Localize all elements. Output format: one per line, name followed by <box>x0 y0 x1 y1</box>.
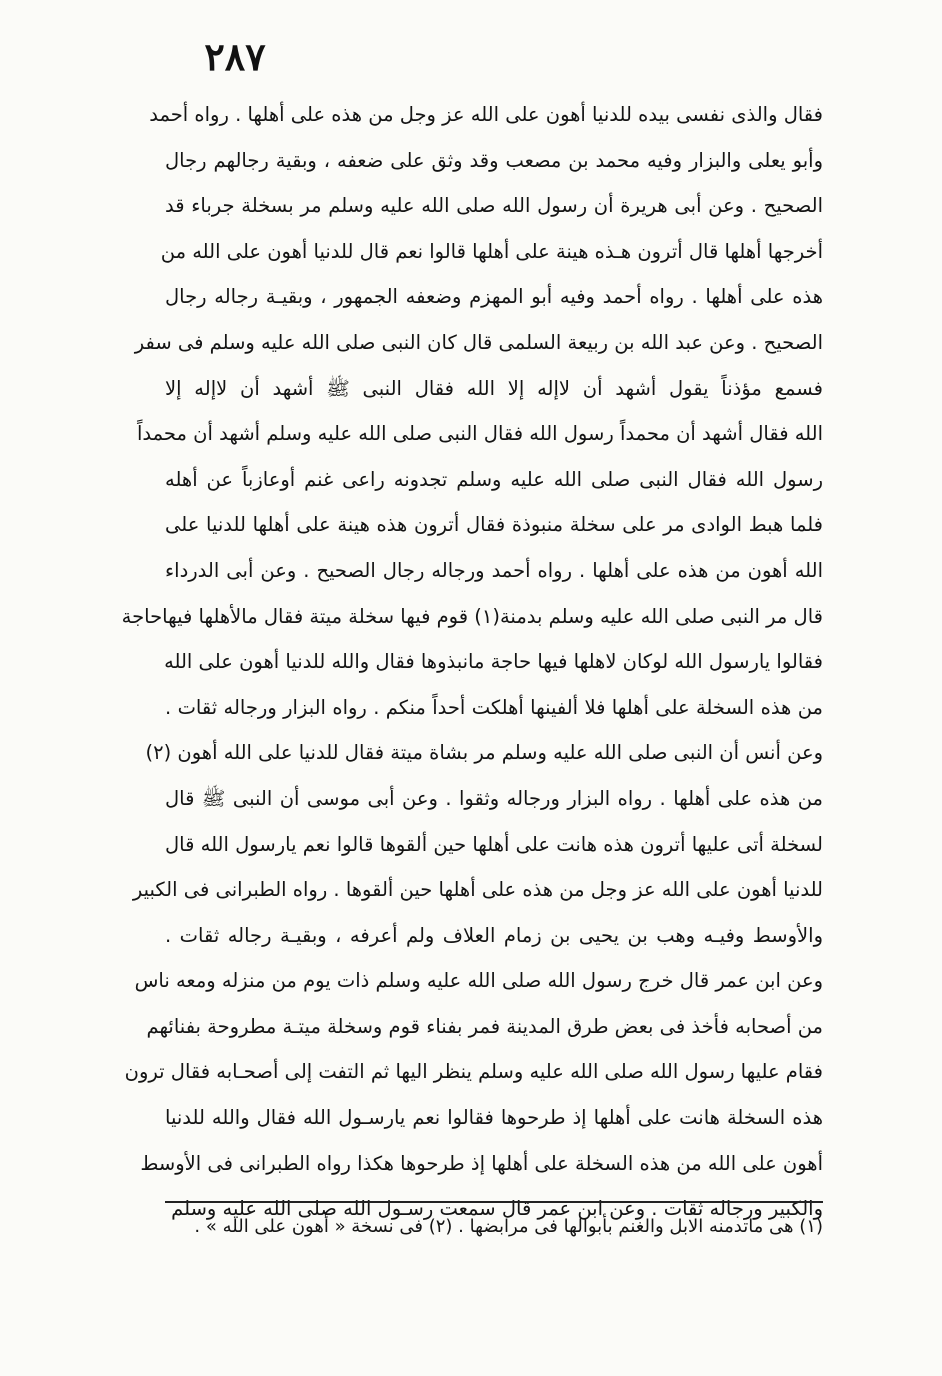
text-line: فلما هبط الوادى مر على سخلة منبوذة فقال أترون هذه هينة على أهلها للدنيا على <box>165 513 823 537</box>
text-line: الله أهون من هذه على أهلها . رواه أحمد ورجاله رجال الصحيح . وعن أبى الدرداء <box>165 558 823 582</box>
text-line: أهون على الله من هذه السخلة على أهلها إذ طرحوها هكذا رواه الطبرانى فى الأوسط <box>140 1151 823 1175</box>
text-line: من أصحابه فأخذ فى بعض طرق المدينة فمر بفناء قوم وسخلة ميتـة مطروحة بفنائهم <box>146 1014 823 1038</box>
text-line: من هذه على أهلها . رواه البزار ورجاله وثقوا . وعن أبى موسى أن النبى ﷺ قال <box>165 786 823 810</box>
text-line: والكبير ورجاله ثقات . وعن ابن عمر قال سمعت رسـول الله صلى الله عليه وسلم <box>171 1197 823 1221</box>
page-number: ٢٨٧ <box>204 34 266 79</box>
text-line: رسول الله فقال النبى صلى الله عليه وسلم تجدونه راعى غنم أوعازباً عن أهله <box>165 467 823 491</box>
text-line: فقام عليها رسول الله صلى الله عليه وسلم ينظر اليها ثم التفت إلى أصحـابه فقال ترون <box>124 1060 823 1084</box>
text-line: فقال والذى نفسى بيده للدنيا أهون على الله عز وجل من هذه على أهلها . رواه أحمد <box>149 103 823 126</box>
text-line: فسمع مؤذناً يقول أشهد أن لاإله إلا الله فقال النبى ﷺ أشهد أن لاإله إلا <box>165 376 823 400</box>
text-line: أخرجها أهلها قال أترون هـذه هينة على أهلها قالوا نعم قال للدنيا أهون على الله من <box>160 239 823 263</box>
text-line: من هذه السخلة على أهلها فلا ألفينها أهلكت أحداً منكم . رواه البزار ورجاله ثقات . <box>165 695 823 719</box>
text-line: هذه على أهلها . رواه أحمد وفيه أبو المهزم وضعفه الجمهور ، وبقيـة رجاله رجال <box>165 285 823 309</box>
text-line: الصحيح . وعن عبد الله بن ربيعة السلمى قال كان النبى صلى الله عليه وسلم فى سفر <box>134 330 823 354</box>
text-line: هذه السخلة هانت على أهلها إذ طرحوها فقالوا نعم يارسـول الله فقال والله للدنيا <box>165 1106 823 1130</box>
text-line: الله فقال أشهد أن محمداً رسول الله فقال النبى صلى الله عليه وسلم أشهد أن محمداً <box>137 422 823 446</box>
text-line: فقالوا يارسول الله لوكان لاهلها فيها حاجة مانبذوها فقال والله للدنيا أهون على الله <box>164 650 823 674</box>
text-line: قال مر النبى صلى الله عليه وسلم بدمنة(١) قوم فيها سخلة ميتة فقال مالأهلها فيهاحاجة <box>121 604 823 628</box>
footnote: (١) هى ماتدمنه الابل والغنم بأبوالها فى مرابضها . (٢) فى نسخة « أهون على الله » . <box>194 1216 823 1237</box>
text-line: الصحيح . وعن أبى هريرة أن رسول الله صلى الله عليه وسلم مر بسخلة جرباء قد <box>165 194 823 218</box>
text-line: للدنيا أهون على الله عز وجل من هذه على أهلها حين ألقوها . رواه الطبرانى فى الكبير <box>132 878 823 902</box>
text-line: والأوسط وفيـه وهب بن يحيى بن زمام العلاف ولم أعرفه ، وبقيـة رجاله ثقات . <box>165 923 823 947</box>
text-line: وعن ابن عمر قال خرج رسول الله صلى الله عليه وسلم ذات يوم من منزله ومعه ناس <box>134 969 823 993</box>
text-line: وأبو يعلى والبزار وفيه محمد بن مصعب وقد وثق على ضعفه ، وبقية رجالهم رجال <box>165 148 823 172</box>
footnote-divider <box>165 1201 823 1203</box>
text-line: وعن أنس أن النبى صلى الله عليه وسلم مر بشاة ميتة فقال للدنيا على الله أهون (٢) <box>145 741 823 765</box>
main-text <box>121 92 823 1232</box>
text-line: لسخلة أتى عليها أترون هذه هانت على أهلها حين ألقوها قالوا نعم يارسول الله قال <box>165 832 823 856</box>
